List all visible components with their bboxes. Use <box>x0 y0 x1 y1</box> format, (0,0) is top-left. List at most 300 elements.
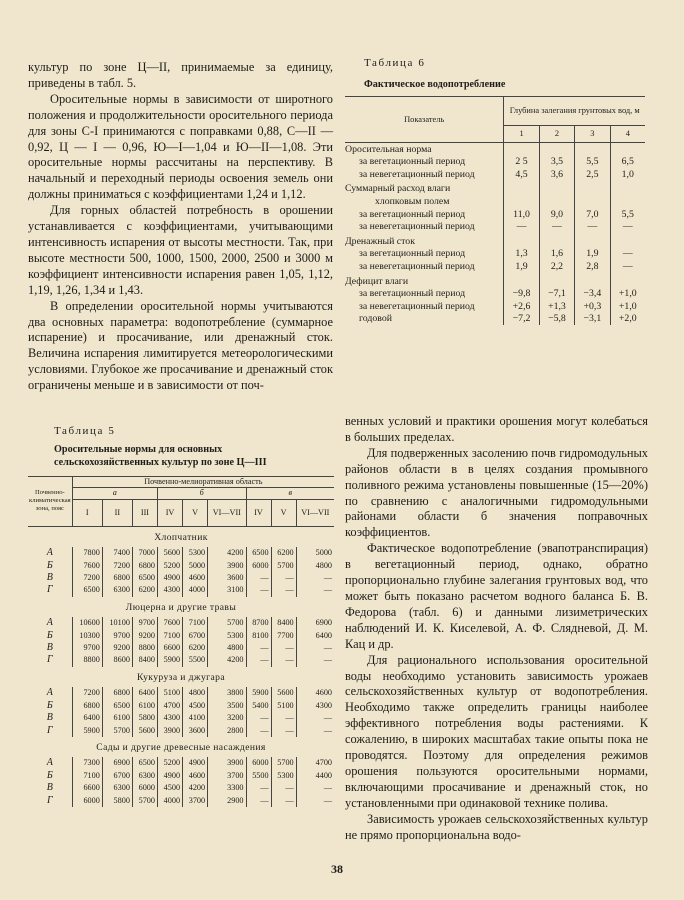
table5-cell: 4500 <box>183 700 208 712</box>
table5-cell: 3100 <box>208 584 246 596</box>
table5-cell: — <box>296 782 334 794</box>
table5-cell: 6800 <box>102 687 132 699</box>
table6-cell: — <box>575 220 610 233</box>
table5-cell: 6600 <box>157 642 182 654</box>
table5-group: в <box>246 488 334 499</box>
table6-cell: 1,0 <box>610 168 645 181</box>
table5-cell: 8800 <box>132 642 157 654</box>
table6-cell: — <box>504 220 539 233</box>
table6-cell: −7,2 <box>504 312 539 325</box>
table5-cell: 7100 <box>157 630 182 642</box>
table5-cell: — <box>296 642 334 654</box>
table5-zone-label: Б <box>46 629 53 641</box>
table5-cell: 4100 <box>183 712 208 724</box>
table-row <box>28 572 334 584</box>
table6-cell <box>575 142 610 155</box>
table6-cell <box>504 273 539 288</box>
table5-cell: 6000 <box>246 757 271 769</box>
table5-zone-label: А <box>46 617 53 629</box>
table-row <box>28 782 334 794</box>
table5-zone-label: Г <box>47 654 53 666</box>
table5-cell: 4900 <box>183 757 208 769</box>
table-row <box>345 273 645 288</box>
table-row <box>28 687 334 699</box>
table-row <box>28 700 334 712</box>
left-column <box>28 60 333 394</box>
table5-cell: 6900 <box>102 757 132 769</box>
table5-cell: 10600 <box>72 617 102 629</box>
table5-cell: 3700 <box>183 795 208 807</box>
table5-cell: 6100 <box>102 712 132 724</box>
table-row <box>28 560 334 572</box>
table5-cell: 7600 <box>72 560 102 572</box>
table6-cell: 1,9 <box>504 260 539 273</box>
table5-cell: 4700 <box>157 700 182 712</box>
table5-zone-label: В <box>46 642 53 654</box>
table5-cell: 5100 <box>157 687 182 699</box>
table6-row-label: за вегетационный период <box>359 208 466 220</box>
table6-cell <box>539 180 574 195</box>
table-row <box>345 247 645 260</box>
table5-cell: 4200 <box>208 547 246 559</box>
table5-cell: — <box>246 572 271 584</box>
table5-cell: 4000 <box>157 795 182 807</box>
table6-cell: 3,5 <box>539 155 574 168</box>
table6-cell: −7,1 <box>539 287 574 300</box>
table5-cell: 4800 <box>296 560 334 572</box>
table5-zone-label: Г <box>47 724 53 736</box>
table5-zone-label: А <box>46 687 53 699</box>
table6-row-label: за вегетационный период <box>359 248 466 260</box>
paragraph: В определении оросительной нормы учитываются два основных параметра: водопотребление (суммарное испарение) и просачивание, или дренажный сток. Величина испарения лимитируется метеорологическими условиями. Глубокое же просачивание и дренажный сток ограничены меньше и в зависимости от поч- <box>28 298 333 393</box>
table5-cell: 5300 <box>271 770 296 782</box>
table5-cell: 4500 <box>157 782 182 794</box>
table5-cell: 7400 <box>102 547 132 559</box>
table5-cell: 6400 <box>296 630 334 642</box>
table5-cell: 7100 <box>72 770 102 782</box>
table6-depth: 1 <box>504 126 539 143</box>
table5-group: б <box>157 488 246 499</box>
table5-section-title: Сады и другие древесные насаждения <box>96 741 266 753</box>
table-row <box>28 654 334 666</box>
table5-cell: — <box>296 584 334 596</box>
table5-zone-header: Почвенно-климатическая зона, пояс <box>28 477 72 527</box>
table-row <box>28 770 334 782</box>
table5-cell: 3200 <box>208 712 246 724</box>
table5-cell: 9200 <box>102 642 132 654</box>
table6-row-label: Дефицит влаги <box>345 275 409 287</box>
table6-cell: −3,1 <box>575 312 610 325</box>
table5-cell: 7700 <box>271 630 296 642</box>
table5-cell: 6000 <box>132 782 157 794</box>
table5-body <box>28 526 334 807</box>
table5-cell: 4900 <box>157 770 182 782</box>
table6-cell: — <box>610 247 645 260</box>
table5-cell: 7200 <box>72 687 102 699</box>
table5-subcol: VI—VII <box>208 499 246 526</box>
table5-cell: 5300 <box>183 547 208 559</box>
table5-cell: 3500 <box>208 700 246 712</box>
table5-cell: 5700 <box>208 617 246 629</box>
table-row <box>345 220 645 233</box>
table-row <box>345 312 645 325</box>
table6-cell <box>504 233 539 248</box>
table5-cell: 9700 <box>72 642 102 654</box>
table5-subcol: I <box>72 499 102 526</box>
table6-cell: 1,9 <box>575 247 610 260</box>
table6-cell: — <box>610 220 645 233</box>
table6-cell: 2,8 <box>575 260 610 273</box>
table6-cell <box>575 195 610 208</box>
table5-cell: — <box>246 782 271 794</box>
table5-cell: — <box>296 795 334 807</box>
table5-cell: — <box>296 654 334 666</box>
table5-cell: 5800 <box>102 795 132 807</box>
table5-cell: 3900 <box>208 757 246 769</box>
table5-cell: 7100 <box>183 617 208 629</box>
table5-region-header: Почвенно-мелиоративная область <box>72 477 334 488</box>
table5-cell: 8100 <box>246 630 271 642</box>
table6-cell <box>610 233 645 248</box>
table5-cell: — <box>271 642 296 654</box>
table5-cell: 6900 <box>296 617 334 629</box>
table5-cell: — <box>296 712 334 724</box>
table5-cell: 3300 <box>208 782 246 794</box>
table6-cell: −9,8 <box>504 287 539 300</box>
table5-section-title: Люцерна и другие травы <box>125 601 237 613</box>
table6-cell <box>504 195 539 208</box>
table5-cell: 3600 <box>183 725 208 737</box>
table-row <box>28 630 334 642</box>
table5-cell: 5700 <box>271 560 296 572</box>
table6-cell: 2,2 <box>539 260 574 273</box>
table5-cell: 5700 <box>271 757 296 769</box>
table6-cell <box>610 195 645 208</box>
table5-cell: 7800 <box>72 547 102 559</box>
table5-cell: 6600 <box>72 782 102 794</box>
table6-cell <box>539 233 574 248</box>
table5-cell: 6700 <box>183 630 208 642</box>
table5-cell: 6400 <box>132 687 157 699</box>
table5-zone-label: А <box>46 757 53 769</box>
table5-cell: 7200 <box>72 572 102 584</box>
table5-cell: 3700 <box>208 770 246 782</box>
table-row <box>345 287 645 300</box>
table5-zone-label: Г <box>47 584 53 596</box>
table5-cell: 4000 <box>183 584 208 596</box>
table5-cell: 6000 <box>246 560 271 572</box>
table5-cell: — <box>246 712 271 724</box>
table5-cell: 6500 <box>132 572 157 584</box>
table5-zone-label: Б <box>46 699 53 711</box>
table5-cell: 8400 <box>271 617 296 629</box>
table5-cell: — <box>296 725 334 737</box>
table6-row-label: хлопковым полем <box>375 195 450 207</box>
table-row <box>28 584 334 596</box>
table5-cell: — <box>246 725 271 737</box>
table5-cell: — <box>296 572 334 584</box>
paragraph: венных условий и практики орошения могут колебаться в больших пределах. <box>345 414 648 444</box>
table5-cell: 5300 <box>208 630 246 642</box>
table6-cell: — <box>539 220 574 233</box>
table5-cell: 5700 <box>132 795 157 807</box>
table-row <box>28 642 334 654</box>
table6-cell: 7,0 <box>575 208 610 221</box>
table-row <box>345 142 645 155</box>
table6-cell: +2,0 <box>610 312 645 325</box>
table5-cell: 3800 <box>208 687 246 699</box>
table5-cell: 4400 <box>296 770 334 782</box>
table5-cell: 5000 <box>183 560 208 572</box>
table5-cell: 6800 <box>72 700 102 712</box>
table5-zone-label: В <box>46 572 53 584</box>
table-row <box>345 300 645 313</box>
table5-cell: 6300 <box>132 770 157 782</box>
table-row <box>345 260 645 273</box>
table5-cell: 6300 <box>102 782 132 794</box>
table-row <box>345 168 645 181</box>
table6-cell: −3,4 <box>575 287 610 300</box>
table5-cell: 5500 <box>246 770 271 782</box>
table5-cell: 4800 <box>208 642 246 654</box>
table6-cell <box>575 273 610 288</box>
table5-cell: 6500 <box>132 757 157 769</box>
table6-cell: 1,6 <box>539 247 574 260</box>
table5-cell: 5900 <box>72 725 102 737</box>
table6-cell: 1,3 <box>504 247 539 260</box>
table6-cell: 9,0 <box>539 208 574 221</box>
table5-cell: 6800 <box>102 572 132 584</box>
table5-cell: 4800 <box>183 687 208 699</box>
paragraph: культур по зоне Ц—II, принимаемые за единицу, приведены в табл. 5. <box>28 60 333 90</box>
table5-cell: — <box>246 654 271 666</box>
table6-row-label: за вегетационный период <box>359 288 466 300</box>
table5-cell: — <box>271 782 296 794</box>
table5-cell: 5100 <box>271 700 296 712</box>
table5-cell: 5200 <box>157 560 182 572</box>
table5-subcol: V <box>271 499 296 526</box>
table6-cell: +0,3 <box>575 300 610 313</box>
table5-cell: 6200 <box>183 642 208 654</box>
table5 <box>28 476 334 807</box>
table5-cell: 5800 <box>132 712 157 724</box>
table5-cell: 4300 <box>296 700 334 712</box>
table6-cell: 5,5 <box>575 155 610 168</box>
table5-subcol: V <box>183 499 208 526</box>
table5-section-title: Кукуруза и джугара <box>137 671 225 683</box>
table6-cell: +1,0 <box>610 300 645 313</box>
table5-cell: 4200 <box>183 782 208 794</box>
table6-cell <box>575 180 610 195</box>
table5-subcol: III <box>132 499 157 526</box>
table5-cell: 4900 <box>157 572 182 584</box>
table-row <box>28 712 334 724</box>
table5-cell: 10100 <box>102 617 132 629</box>
table6-cell: 2 5 <box>504 155 539 168</box>
table5-cell: 4600 <box>296 687 334 699</box>
table5-cell: 6500 <box>72 584 102 596</box>
table6-stub-header: Показатель <box>345 97 504 143</box>
table-row <box>345 195 645 208</box>
table6-row-label: Дренажный сток <box>345 235 415 247</box>
table5-cell: 5600 <box>132 725 157 737</box>
table5-cell: 4200 <box>208 654 246 666</box>
paragraph: Зависимость урожаев сельскохозяйственных культур не прямо пропорциональна водо- <box>345 811 648 842</box>
table-row <box>28 757 334 769</box>
table6-cell: +1,0 <box>610 287 645 300</box>
table6-body <box>345 142 645 325</box>
table6-cell <box>504 180 539 195</box>
table5-subcol: IV <box>157 499 182 526</box>
table5-cell: 5200 <box>157 757 182 769</box>
table6-depth-header: Глубина залегания грунтовых вод, м <box>504 97 645 126</box>
table6-cell: +1,3 <box>539 300 574 313</box>
table5-cell: 5000 <box>296 547 334 559</box>
paragraph: Оросительные нормы в зависимости от широтного положения и продолжительности оросительного периода для зоны С-I принимаются с поправками 0,88, С—II — 0,92, Ц — I — 0,96, Ю—I—1,04 и Ю—II—1,08. Эти оросительные нормы рассчитаны на перспективу. В начальный и переходный периоды освоения земель они должны приниматься с коэффициентами 1,24 и 1,12. <box>28 91 333 202</box>
table6-cell: — <box>610 260 645 273</box>
table5-cell: 7200 <box>102 560 132 572</box>
table6-cell <box>610 180 645 195</box>
table5-zone-label: А <box>46 547 53 559</box>
table6-cell <box>539 142 574 155</box>
table6-cell: 3,6 <box>539 168 574 181</box>
table6-depth: 2 <box>539 126 574 143</box>
table6-row-label: за невегетационный период <box>359 300 475 312</box>
table5-section-title: Хлопчатник <box>154 531 208 543</box>
table-row <box>345 180 645 195</box>
table5-cell: 5400 <box>246 700 271 712</box>
table6-row-label: годовой <box>359 313 392 325</box>
table5-cell: 6500 <box>102 700 132 712</box>
table6-row-label: за невегетационный период <box>359 168 475 180</box>
table5-zone-label: В <box>46 782 53 794</box>
table5-cell: 6200 <box>271 547 296 559</box>
table5-cell: 6500 <box>246 547 271 559</box>
right-column <box>345 414 648 843</box>
table5-cell: 9700 <box>132 617 157 629</box>
page-number: 38 <box>331 862 343 876</box>
table5-cell: 2900 <box>208 795 246 807</box>
table5-cell: 8600 <box>102 654 132 666</box>
table6-cell <box>610 273 645 288</box>
table5-cell: 5600 <box>157 547 182 559</box>
table6-row-label: за вегетационный период <box>359 156 466 168</box>
table5-cell: 6800 <box>132 560 157 572</box>
table5-subcol: VI—VII <box>296 499 334 526</box>
table5-zone-label: Б <box>46 559 53 571</box>
table5-zone-label: Г <box>47 794 53 806</box>
table5-cell: 3900 <box>208 560 246 572</box>
table5-cell: 6100 <box>132 700 157 712</box>
table6-row-label: Оросительная норма <box>345 143 432 155</box>
table6-cell: 2,5 <box>575 168 610 181</box>
table-row <box>345 208 645 221</box>
table6-cell: 6,5 <box>610 155 645 168</box>
table5-cell: 7600 <box>157 617 182 629</box>
table6-cell: +2,6 <box>504 300 539 313</box>
table6-row-label: за невегетационный период <box>359 260 475 272</box>
table5-cell: 8400 <box>132 654 157 666</box>
table5-cell: 7300 <box>72 757 102 769</box>
table5-cell: 5900 <box>246 687 271 699</box>
table5-cell: 7000 <box>132 547 157 559</box>
table6-row-label: Суммарный расход влаги <box>345 183 451 195</box>
table5-caption: Таблица 5 <box>54 425 116 437</box>
table6-cell: 5,5 <box>610 208 645 221</box>
table6-title: Фактическое водопотребление <box>364 79 506 90</box>
table-row <box>345 155 645 168</box>
table5-cell: — <box>246 584 271 596</box>
table5-cell: 4300 <box>157 584 182 596</box>
table5-cell: 8700 <box>246 617 271 629</box>
table6 <box>345 96 645 325</box>
table5-cell: 9700 <box>102 630 132 642</box>
table6-depth: 3 <box>575 126 610 143</box>
table5-cell: 4600 <box>183 770 208 782</box>
table5-cell: 10300 <box>72 630 102 642</box>
table6-cell <box>575 233 610 248</box>
table5-cell: 2800 <box>208 725 246 737</box>
table5-cell: — <box>271 725 296 737</box>
table6-cell: −5,8 <box>539 312 574 325</box>
table5-cell: 4700 <box>296 757 334 769</box>
table6-depth: 4 <box>610 126 645 143</box>
table5-cell: — <box>246 642 271 654</box>
table5-cell: 5600 <box>271 687 296 699</box>
table6-cell <box>504 142 539 155</box>
paragraph: Для подверженных засолению почв гидромодульных районов области в в целях создания промывного поливного режима установлены повышенные (15—20%) по сравнению с аналогичными гидромодульными районами области б значения поправочных коэффициентов. <box>345 445 648 540</box>
paragraph: Для горных областей потребность в орошении устанавливается с коэффициентами, учитывающими интенсивность испарения от высоты местности. Так, при высоте местности 500, 1000, 1500, 2000, 2500 и 3000 м коэффициент интенсивности испарения равен 1,05, 1,12, 1,19, 1,26, 1,34 и 1,43. <box>28 203 333 297</box>
table5-cell: — <box>271 654 296 666</box>
table6-cell <box>539 273 574 288</box>
table-row <box>345 233 645 248</box>
table5-cell: 3600 <box>208 572 246 584</box>
table5-cell: 4300 <box>157 712 182 724</box>
table5-cell: 6300 <box>102 584 132 596</box>
paragraph: Фактическое водопотребление (эвапотранспирация) в вегетационный период, однако, обратно пропорционально глубине залегания грунтовых вод, что может быть показано расчетом водного баланса Б. В. Федорова (табл. 6) и данными лизиметрических наблюдений И. К. Киселевой, А. Ф. Слядневой, Д. М. Кац и др. <box>345 541 648 651</box>
table5-cell: 6700 <box>102 770 132 782</box>
table-row <box>28 795 334 807</box>
table5-cell: 6400 <box>72 712 102 724</box>
table5-zone-label: В <box>46 712 53 724</box>
table6-caption: Таблица 6 <box>364 57 426 69</box>
table5-cell: — <box>271 584 296 596</box>
table5-cell: 5900 <box>157 654 182 666</box>
paragraph: Для рационального использования оросительной воды необходимо установить зависимость урожаев сельскохозяйственных культур от водопотребления. Необходимо также определить границы наиболее эффективного потребления воды растениями. К сожалению, в широких масштабах такие опыты пока не проводятся. Поэтому для определения режимов орошения пользуются оросительными нормами, включающими просачивание и дренажный сток, но установленными при одинаковой технике полива. <box>345 652 648 810</box>
table6-cell: 11,0 <box>504 208 539 221</box>
table5-zone-label: Б <box>46 769 53 781</box>
table6-row-label: за невегетационный период <box>359 221 475 233</box>
table5-cell: — <box>271 572 296 584</box>
table-row <box>28 547 334 559</box>
table5-cell: — <box>271 712 296 724</box>
table5-cell: 5500 <box>183 654 208 666</box>
table6-cell <box>610 142 645 155</box>
table5-subcol: IV <box>246 499 271 526</box>
table5-cell: — <box>271 795 296 807</box>
table5-cell: 3900 <box>157 725 182 737</box>
table5-cell: 8800 <box>72 654 102 666</box>
table6-cell: 4,5 <box>504 168 539 181</box>
table5-title: Оросительные нормы для основных сельскохозяйственных культур по зоне Ц—III <box>54 444 267 468</box>
table-row <box>28 617 334 629</box>
table5-cell: 6000 <box>72 795 102 807</box>
table5-cell: 6200 <box>132 584 157 596</box>
table5-group: а <box>72 488 157 499</box>
table5-cell: — <box>246 795 271 807</box>
table5-cell: 5700 <box>102 725 132 737</box>
table-row <box>28 725 334 737</box>
